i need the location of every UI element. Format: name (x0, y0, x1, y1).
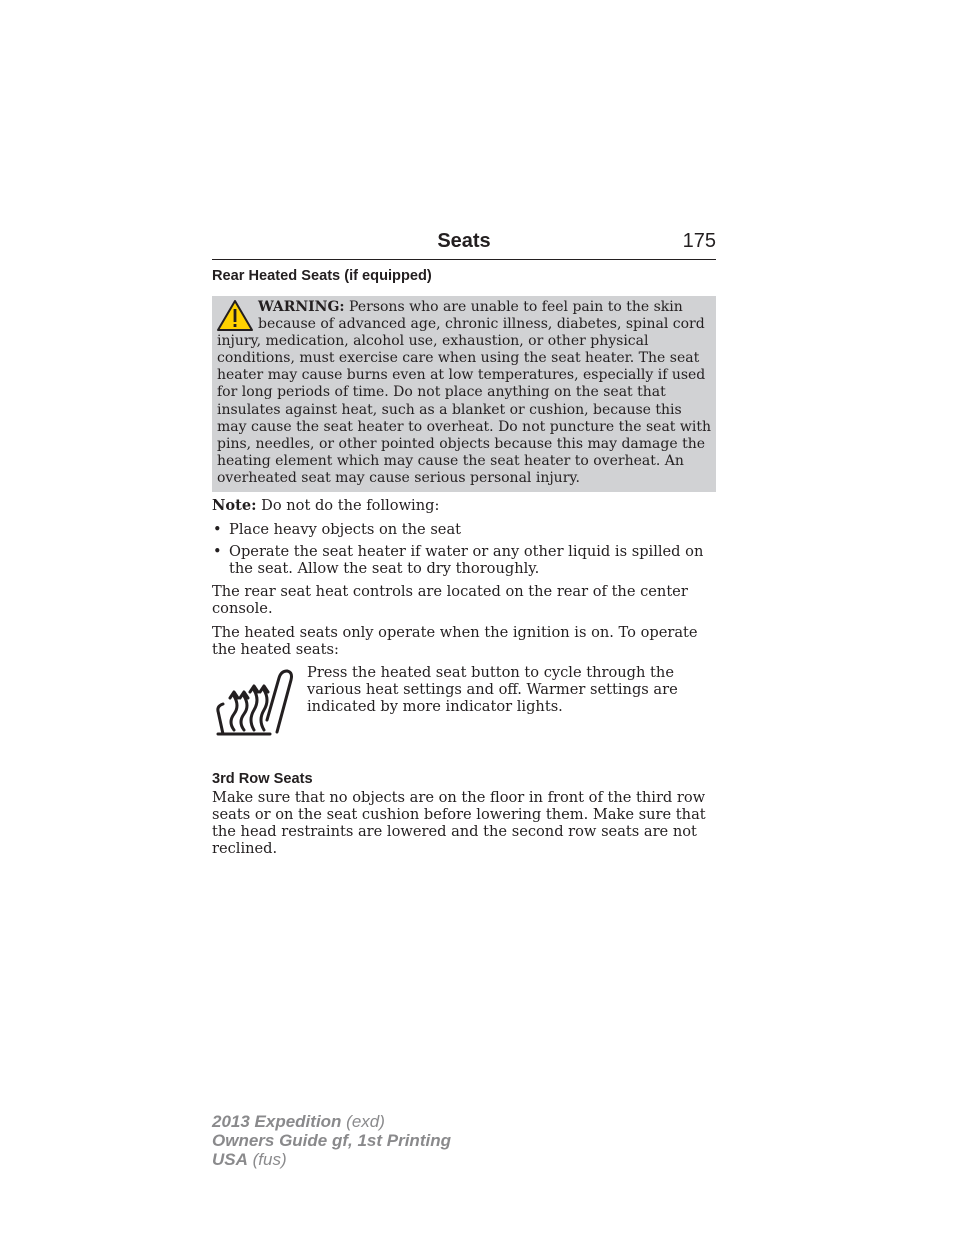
list-item (212, 543, 716, 577)
bullet-icon: • (213, 543, 222, 561)
footer-market: USA (212, 1150, 248, 1169)
footer (212, 1112, 451, 1169)
page-title: Seats (437, 230, 491, 252)
list-item (212, 521, 716, 538)
footer-line-2 (212, 1131, 451, 1150)
heated-seat-instruction (212, 664, 716, 738)
list-item-text: Place heavy objects on the seat (229, 521, 462, 539)
note-text: Do not do the following: (261, 497, 440, 515)
footer-line-1 (212, 1112, 451, 1131)
section-heading-rear-heated-seats: Rear Heated Seats (if equipped) (212, 268, 432, 284)
footer-guide: Owners Guide gf, 1st Printing (212, 1131, 451, 1150)
heated-seat-instruction-text: Press the heated seat button to cycle through the various heat settings and off. Warmer settings are indicated by more indicator lights. (307, 664, 678, 716)
paragraph-operation: The heated seats only operate when the ignition is on. To operate the heated seats: (212, 624, 698, 659)
paragraph-3rd-row: Make sure that no objects are on the floor in front of the third row seats or on the seat cushion before lowering them. Make sure that the head restraints are lowered and the second row seats are not reclined. (212, 789, 706, 858)
warning-label: WARNING: (258, 299, 345, 315)
footer-line-3 (212, 1150, 451, 1169)
page-content (212, 266, 716, 857)
warning-box (212, 296, 716, 492)
section-heading-3rd-row-seats: 3rd Row Seats (212, 771, 313, 788)
footer-market-code: (fus) (252, 1150, 287, 1169)
paragraph-controls-location: The rear seat heat controls are located on the rear of the center console. (212, 583, 688, 618)
list-item-text: Operate the seat heater if water or any other liquid is spilled on the seat. Allow the seat to dry thoroughly. (229, 543, 704, 578)
warning-text: Persons who are unable to feel pain to the skin because of advanced age, chronic illness, diabetes, spinal cord injury, medication, alcohol use, exhaustion, or other physical conditions, must exercise care when using the seat heater. The seat heater may cause burns even at low temperatures, especially if used for long periods of time. Do not place anything on the seat that insulates against heat, such as a blanket or cushion, because this may cause the seat heater to overheat. Do not puncture the seat with pins, needles, or other pointed objects because this may damage the heating element which may cause the seat heater to overheat. An overheated seat may cause serious personal injury. (217, 299, 711, 486)
heated-seat-icon (215, 666, 295, 738)
warning-triangle-icon (216, 299, 254, 333)
bullet-list (212, 521, 716, 577)
note-label: Note: (212, 497, 257, 515)
footer-model: 2013 Expedition (212, 1112, 342, 1131)
page-header (212, 228, 716, 260)
note (212, 497, 716, 514)
footer-model-code: (exd) (346, 1112, 385, 1131)
page-number: 175 (682, 230, 716, 252)
bullet-icon: • (213, 521, 222, 539)
